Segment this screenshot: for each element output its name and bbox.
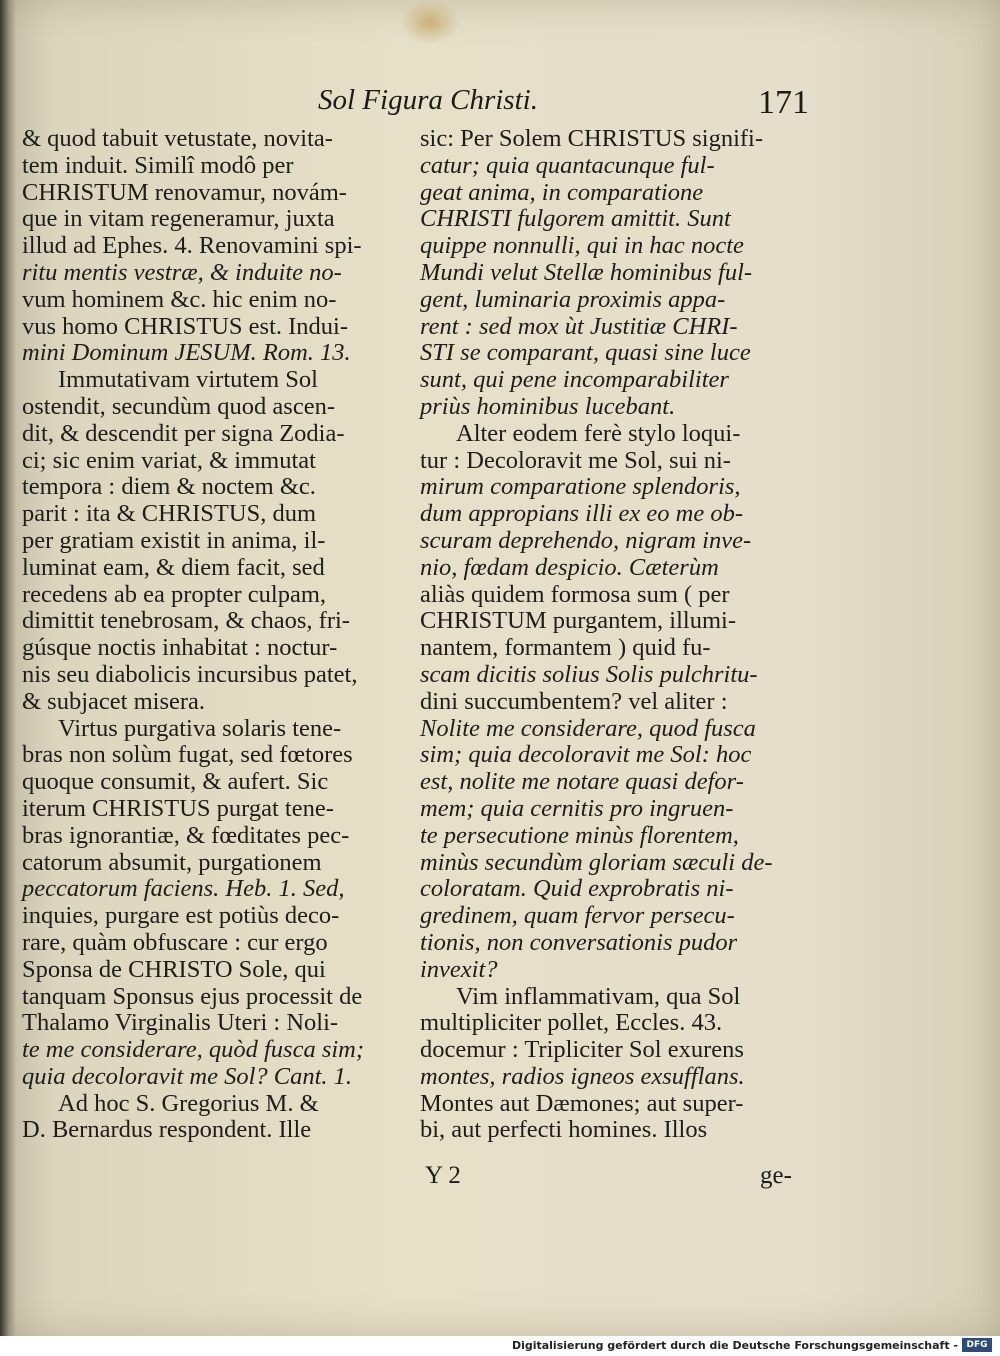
text-line: Thalamo Virginalis Uteri : Noli- <box>22 1009 339 1037</box>
text-line: Virtus purgativa solaris tene- <box>58 714 342 742</box>
text-line: bras ignorantiæ, & fœditates pec- <box>22 821 350 849</box>
text-line: per gratiam existit in anima, il- <box>22 526 326 554</box>
text-line: bi, aut perfecti homines. Illos <box>420 1116 708 1144</box>
text-line: sim; quia decoloravit me Sol: hoc <box>420 741 752 769</box>
paper-stain <box>400 0 460 45</box>
text-line: gredinem, quam fervor persecu- <box>420 902 735 930</box>
running-head: Sol Figura Christi. <box>318 84 538 116</box>
text-line: mini Dominum JESUM. Rom. 13. <box>22 339 351 367</box>
text-line: Vim inflammativam, qua Sol <box>456 982 741 1010</box>
text-line: CHRISTI fulgorem amittit. Sunt <box>420 205 731 233</box>
text-line: te me considerare, quòd fusca sim; <box>22 1036 365 1064</box>
text-line: catorum absumit, purgationem <box>22 848 322 876</box>
text-line: tanquam Sponsus ejus processit de <box>22 982 363 1010</box>
text-line: scam dicitis solius Solis pulchritu- <box>420 660 758 688</box>
right-column <box>420 126 806 1144</box>
funding-note: Digitalisierung gefördert durch die Deutsche Forschungsgemeinschaft - <box>511 1339 958 1352</box>
text-line: priùs hominibus lucebant. <box>420 392 676 420</box>
text-line: tem induit. Similî modô per <box>22 151 294 179</box>
text-line: nio, fœdam despicio. Cæterùm <box>420 553 719 581</box>
text-line: parit : ita & CHRISTUS, dum <box>22 500 316 528</box>
text-line: & subjacet misera. <box>22 687 206 715</box>
text-line: D. Bernardus respondent. Ille <box>22 1116 312 1144</box>
text-line: inquies, purgare est potiùs deco- <box>22 902 340 930</box>
text-line: peccatorum faciens. Heb. 1. Sed, <box>22 875 345 903</box>
text-line: Immutativam virtutem Sol <box>58 366 318 394</box>
text-line: Montes aut Dæmones; aut super- <box>420 1089 744 1117</box>
text-line: te persecutione minùs florentem, <box>420 821 739 849</box>
text-line: quia decoloravit me Sol? Cant. 1. <box>22 1062 353 1090</box>
text-line: Sponsa de CHRISTO Sole, qui <box>22 955 326 983</box>
text-line: dum appropians illi ex eo me ob- <box>420 500 743 528</box>
text-line: Mundi velut Stellæ hominibus ful- <box>420 258 753 286</box>
text-line: CHRISTUM renovamur, novám- <box>22 178 347 206</box>
text-line: montes, radios igneos exsufflans. <box>420 1062 745 1090</box>
text-line: quoque consumit, & aufert. Sic <box>22 768 329 796</box>
text-line: tur : Decoloravit me Sol, sui ni- <box>420 446 731 474</box>
text-line: coloratam. Quid exprobratis ni- <box>420 875 734 903</box>
text-line: dit, & descendit per signa Zodia- <box>22 419 345 447</box>
text-line: vus homo CHRISTUS est. Indui- <box>22 312 349 340</box>
text-line: Nolite me considerare, quod fusca <box>420 714 756 742</box>
text-line: recedens ab ea propter culpam, <box>22 580 327 608</box>
text-line: luminat eam, & diem facit, sed <box>22 553 325 581</box>
text-line: CHRISTUM purgantem, illumi- <box>420 607 736 635</box>
text-line: est, nolite me notare quasi defor- <box>420 768 744 796</box>
text-line: catur; quia quantacunque ful- <box>420 151 715 179</box>
text-line: bras non solùm fugat, sed fœtores <box>22 741 353 769</box>
page-number: 171 <box>758 84 809 121</box>
text-line: gent, luminaria proximis appa- <box>420 285 726 313</box>
catchword: ge- <box>760 1162 792 1189</box>
text-line: multipliciter pollet, Eccles. 43. <box>420 1009 723 1037</box>
text-line: invexit? <box>420 955 498 983</box>
text-line: que in vitam regeneramur, juxta <box>22 205 335 233</box>
text-line: sic: Per Solem CHRISTUS signifi- <box>420 125 764 152</box>
text-line: gúsque noctis inhabitat : noctur- <box>22 634 338 662</box>
text-line: dimittit tenebrosam, & chaos, fri- <box>22 607 350 635</box>
text-line: illud ad Ephes. 4. Renovamini spi- <box>22 232 362 260</box>
signature-mark: Y 2 <box>425 1162 461 1189</box>
text-line: & quod tabuit vetustate, novita- <box>22 125 333 152</box>
text-line: mirum comparatione splendoris, <box>420 473 741 501</box>
text-line: sunt, qui pene incomparabiliter <box>420 366 729 394</box>
text-line: ci; sic enim variat, & immutat <box>22 446 316 474</box>
text-line: minùs secundùm gloriam sæculi de- <box>420 848 773 876</box>
text-line: ritu mentis vestræ, & induite no- <box>22 258 342 286</box>
text-line: quippe nonnulli, qui in hac nocte <box>420 232 744 260</box>
text-line: vum hominem &c. hic enim no- <box>22 285 337 313</box>
text-line: dini succumbentem? vel aliter : <box>420 687 728 715</box>
text-line: Alter eodem ferè stylo loqui- <box>456 419 741 447</box>
text-line: aliàs quidem formosa sum ( per <box>420 580 730 608</box>
text-line: nis seu diabolicis incursibus patet, <box>22 660 358 688</box>
dfg-logo: DFG <box>962 1338 992 1352</box>
text-line: rent : sed mox ùt Justitiæ CHRI- <box>420 312 738 340</box>
text-line: STI se comparant, quasi sine luce <box>420 339 751 367</box>
text-line: iterum CHRISTUS purgat tene- <box>22 794 334 822</box>
text-line: docemur : Tripliciter Sol exurens <box>420 1036 744 1064</box>
text-line: Ad hoc S. Gregorius M. & <box>58 1089 319 1117</box>
text-line: nantem, formantem ) quid fu- <box>420 634 711 662</box>
text-line: geat anima, in comparatione <box>420 178 704 206</box>
text-line: ostendit, secundùm quod ascen- <box>22 392 335 420</box>
text-line: mem; quia cernitis pro ingruen- <box>420 794 734 822</box>
text-line: tionis, non conversationis pudor <box>420 928 738 956</box>
text-line: tempora : diem & noctem &c. <box>22 473 316 501</box>
binding-shadow <box>0 0 16 1336</box>
text-line: scuram deprehendo, nigram inve- <box>420 526 752 554</box>
left-column <box>22 126 404 1144</box>
text-line: rare, quàm obfuscare : cur ergo <box>22 928 328 956</box>
